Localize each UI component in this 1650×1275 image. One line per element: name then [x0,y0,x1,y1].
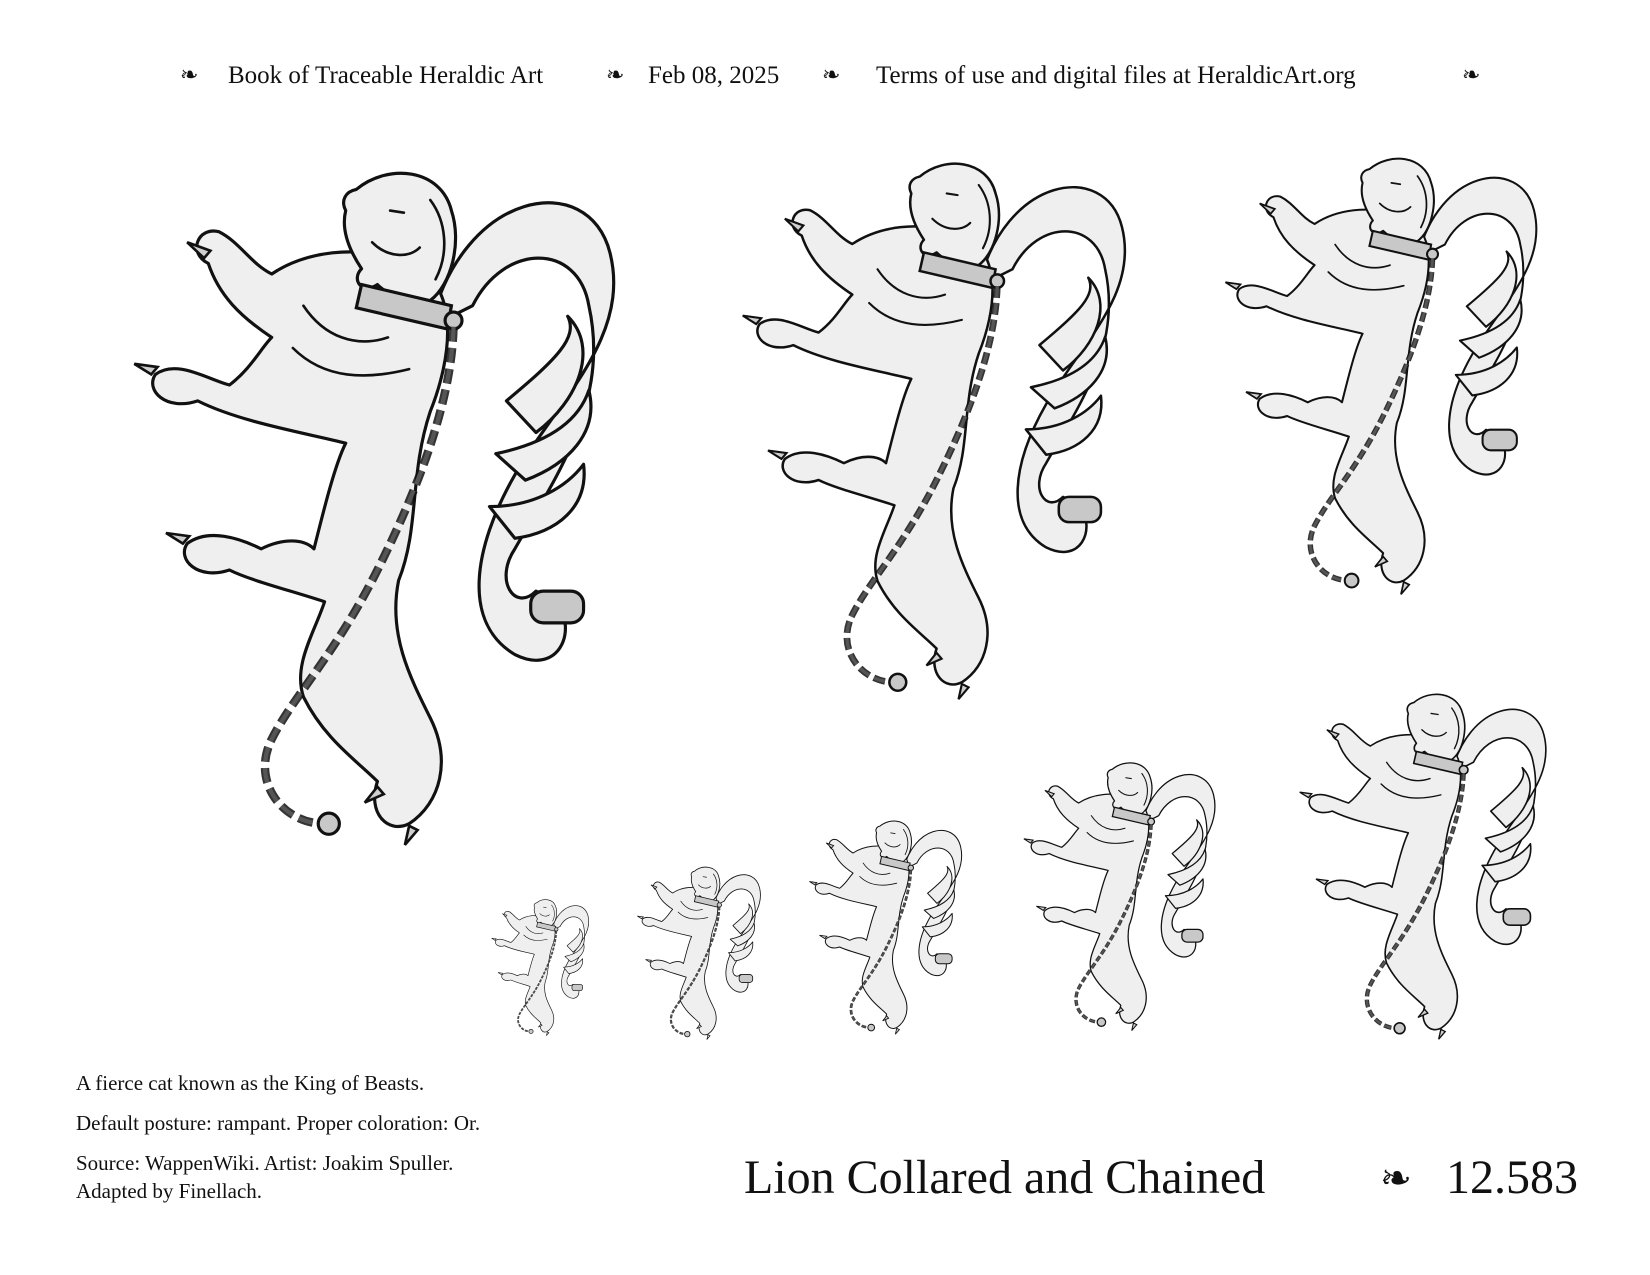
lion-figure-small-6 [487,890,599,1040]
rampant-lion-collared-chained-icon [492,900,589,1036]
terms-link[interactable]: Terms of use and digital files at HeraldicArt.org [876,62,1356,89]
lion-figure-small-3 [1010,744,1240,1039]
rampant-lion-collared-chained-icon [1225,159,1536,595]
description-line-1: A fierce cat known as the King of Beasts. [76,1071,425,1095]
description-line-4: Adapted by Finellach. [76,1179,263,1203]
figure-title: Lion Collared and Chained [744,1151,1266,1204]
rampant-lion-collared-chained-icon [1024,763,1215,1031]
rampant-lion-collared-chained-icon [134,173,613,845]
lion-figure-small-5 [630,855,775,1045]
book-title: Book of Traceable Heraldic Art [228,62,544,89]
rampant-lion-collared-chained-icon [637,867,760,1039]
rampant-lion-collared-chained-icon [1300,694,1546,1039]
lion-figure-large [88,126,688,866]
rampant-lion-collared-chained-icon [743,164,1125,699]
lion-figure-small-2 [1280,670,1580,1050]
lion-figure-small-1 [1200,128,1580,608]
fleuron-icon: ❧ [822,62,841,87]
publication-date: Feb 08, 2025 [648,62,780,89]
description-line-3: Source: WappenWiki. Artist: Joakim Spuller. [76,1151,454,1175]
fleuron-icon: ❧ [1462,62,1481,87]
page-header [0,54,1650,98]
rampant-lion-collared-chained-icon [809,821,961,1034]
lion-figure-medium [710,126,1180,716]
figure-number: 12.583 [1446,1151,1578,1204]
fleuron-icon: ❧ [180,62,199,87]
fleuron-icon: ❧ [1380,1158,1412,1200]
description-line-2: Default posture: rampant. Proper coloration: Or. [76,1111,481,1135]
fleuron-icon: ❧ [606,62,625,87]
lion-figure-small-4 [800,806,980,1041]
